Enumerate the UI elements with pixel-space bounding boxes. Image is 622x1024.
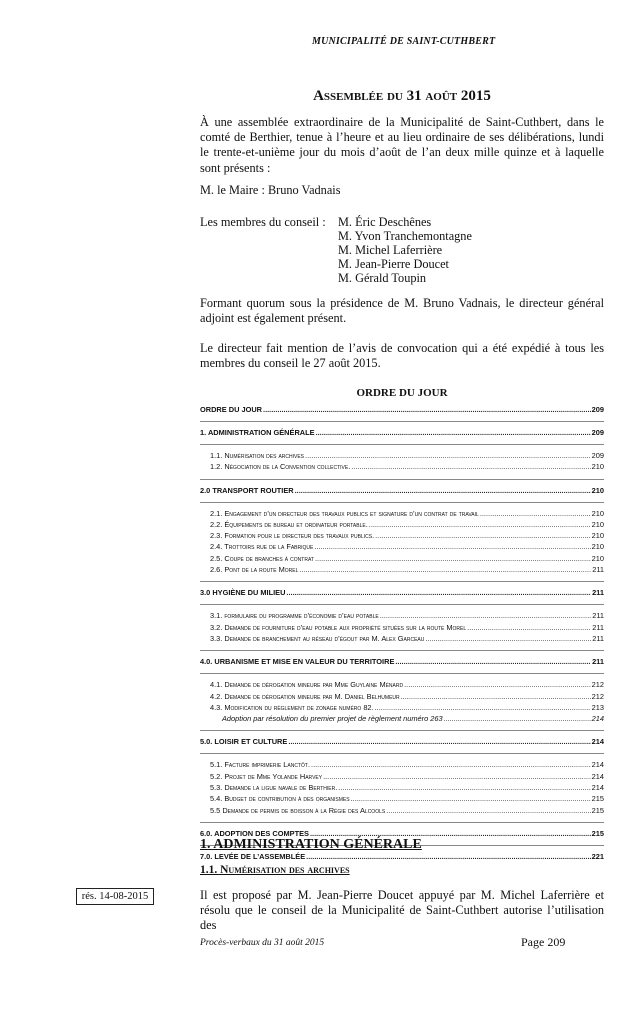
toc-entry[interactable] xyxy=(200,713,604,724)
toc-page-number: 211 xyxy=(592,633,604,643)
toc-section-entry[interactable] xyxy=(200,485,604,496)
toc-page-number: 211 xyxy=(592,622,604,632)
page-header: MUNICIPALITÉ DE SAINT-CUTHBERT xyxy=(312,36,496,47)
toc-page-number: 215 xyxy=(591,805,604,815)
toc-entry[interactable] xyxy=(200,541,604,552)
toc-separator xyxy=(200,724,604,731)
toc-entry[interactable] xyxy=(200,553,604,564)
toc-entry-label: 2.5. Coupe de branches à contrat xyxy=(210,553,314,563)
members-label: Les membres du conseil : xyxy=(200,215,326,229)
quorum-paragraph: Formant quorum sous la présidence de M. Bruno Vadnais, le directeur général adjoint est également présent. xyxy=(200,296,604,326)
member-name: M. Jean-Pierre Doucet xyxy=(338,257,449,271)
mayor-line: M. le Maire : Bruno Vadnais xyxy=(200,183,341,197)
toc-leader-dots xyxy=(375,702,591,713)
toc-separator xyxy=(200,644,604,651)
toc-section-entry[interactable] xyxy=(200,587,604,598)
toc-entry[interactable] xyxy=(200,564,604,575)
toc-page-number: 214 xyxy=(591,783,604,793)
toc-page-number: 214 xyxy=(591,714,604,724)
toc-leader-dots xyxy=(299,564,591,575)
toc-separator xyxy=(200,816,604,823)
toc-leader-dots xyxy=(401,691,591,702)
toc-entry[interactable] xyxy=(200,508,604,519)
toc-leader-dots xyxy=(315,553,591,564)
toc-entry-label: 2.2. Équipements de bureau et ordinateur portable. xyxy=(210,519,368,529)
toc-section-entry[interactable] xyxy=(200,427,604,438)
toc-entry-label: 2.0 TRANSPORT ROUTIER xyxy=(200,485,294,495)
toc-section-entry[interactable] xyxy=(200,736,604,747)
toc-leader-dots xyxy=(311,759,591,770)
toc-page-number: 212 xyxy=(591,680,604,690)
toc-entry[interactable] xyxy=(200,702,604,713)
toc-section-entry[interactable] xyxy=(200,404,604,415)
toc-page-number: 210 xyxy=(591,508,604,518)
toc-leader-dots xyxy=(286,587,591,598)
toc-entry[interactable] xyxy=(200,633,604,644)
toc-entry[interactable] xyxy=(200,530,604,541)
toc-entry-label: ORDRE DU JOUR xyxy=(200,405,263,414)
toc-leader-dots xyxy=(338,782,590,793)
footer-page-number: Page 209 xyxy=(521,935,566,949)
toc-page-number: 213 xyxy=(591,702,604,712)
resolution-reference: rés. 14-08-2015 xyxy=(76,888,154,905)
toc-leader-dots xyxy=(369,519,591,530)
intro-paragraph: À une assemblée extraordinaire de la Municipalité de Saint-Cuthbert, dans le comté de Berthier, tenue à l’heure et au lieu ordinaire de ses délibérations, lundi le trente-et-unième jour du mois d’août de l’an deux mille quinze et à laquelle sont présents : xyxy=(200,115,604,175)
toc-entry-label: 5.5 Demande de permis de boisson à la Régie des Alcools xyxy=(210,805,386,815)
toc-entry-label: 2.3. Formation pour le directeur des travaux publics. xyxy=(210,531,375,541)
member-name: M. Michel Laferrière xyxy=(338,243,443,257)
toc-page-number: 215 xyxy=(591,828,604,838)
toc-section-entry[interactable] xyxy=(200,656,604,667)
toc-entry[interactable] xyxy=(200,519,604,530)
toc-entry[interactable] xyxy=(200,610,604,621)
toc-page-number: 211 xyxy=(592,588,604,598)
toc-entry-label: 4.1. Demande de dérogation mineure par Mme Guylaine Ménard xyxy=(210,680,404,690)
toc-entry-label: 7.0. LEVÉE DE L’ASSEMBLÉE xyxy=(200,851,306,861)
toc-separator xyxy=(200,575,604,582)
toc-separator xyxy=(200,667,604,674)
toc-leader-dots xyxy=(288,736,590,747)
toc-entry-label: 2.6. Pont de la route Morel xyxy=(210,565,299,575)
toc-entry-label: 4.2. Demande de dérogation mineure par M. Daniel Belhumeur xyxy=(210,691,400,701)
toc-entry[interactable] xyxy=(200,450,604,461)
toc-separator xyxy=(200,438,604,445)
toc-entry-label: 4.3. Modification du règlement de zonage numéro 82. xyxy=(210,702,374,712)
toc-entry-label: 1. ADMINISTRATION GÉNÉRALE xyxy=(200,428,315,437)
toc-entry-label: 5.1. Facture imprimerie Lanctôt. xyxy=(210,760,311,770)
toc-entry-label: 1.2. Négociation de la Convention collective. xyxy=(210,462,351,472)
toc-page-number: 209 xyxy=(591,405,604,414)
toc-entry-label: 3.0 HYGIÈNE DU MILIEU xyxy=(200,588,286,598)
toc-entry-label: 6.0. ADOPTION DES COMPTES xyxy=(200,828,309,838)
toc-entry[interactable] xyxy=(200,691,604,702)
toc-leader-dots xyxy=(316,427,591,438)
notice-paragraph: Le directeur fait mention de l’avis de convocation qui a été expédié à tous les membres du conseil le 27 août 2015. xyxy=(200,341,604,371)
toc-leader-dots xyxy=(323,771,591,782)
toc-page-number: 215 xyxy=(591,794,604,804)
toc-leader-dots xyxy=(263,404,591,415)
page-title: Assemblée du 31 août 2015 xyxy=(313,88,491,104)
toc-page-number: 210 xyxy=(591,485,604,495)
toc-page-number: 210 xyxy=(591,462,604,472)
toc-page-number: 210 xyxy=(591,531,604,541)
toc-leader-dots xyxy=(351,793,591,804)
toc-page-number: 212 xyxy=(591,691,604,701)
toc-separator xyxy=(200,496,604,503)
table-of-contents xyxy=(200,404,604,862)
toc-leader-dots xyxy=(351,461,590,472)
toc-page-number: 209 xyxy=(591,428,604,437)
toc-leader-dots xyxy=(380,610,592,621)
toc-page-number: 209 xyxy=(591,451,604,460)
toc-page-number: 211 xyxy=(592,611,604,621)
toc-title: ORDRE DU JOUR xyxy=(356,387,448,399)
toc-entry-label: 3.3. Demande de branchement au réseau d’égout par M. Alex Garceau xyxy=(210,633,425,643)
toc-leader-dots xyxy=(404,679,591,690)
footer-document-title: Procès-verbaux du 31 août 2015 xyxy=(200,938,325,948)
toc-entry-label: 5.0. LOISIR ET CULTURE xyxy=(200,737,288,747)
toc-entry[interactable] xyxy=(200,759,604,770)
toc-entry[interactable] xyxy=(200,782,604,793)
toc-entry-label: 5.2. Projet de Mme Yolande Harvey xyxy=(210,771,323,781)
subsection-heading: 1.1. Numérisation des archives xyxy=(200,864,350,876)
member-name: M. Yvon Tranchemontagne xyxy=(338,229,472,243)
toc-entry-label: 2.1. Engagement d’un directeur des travaux publics et signature d’un contrat de travail xyxy=(210,508,479,518)
member-name: M. Gérald Toupin xyxy=(338,271,427,285)
toc-entry-label: 1.1. Numérisation des archives xyxy=(210,451,305,460)
toc-page-number: 221 xyxy=(591,851,604,861)
toc-entry[interactable] xyxy=(200,771,604,782)
toc-leader-dots xyxy=(467,622,591,633)
toc-page-number: 210 xyxy=(591,519,604,529)
toc-page-number: 214 xyxy=(591,737,604,747)
toc-entry-label: 3.2. Demande de fourniture d’eau potable aux propriété situées sur la route Morel xyxy=(210,622,467,632)
toc-page-number: 214 xyxy=(591,760,604,770)
toc-entry-label: Adoption par résolution du premier projet de règlement numéro 263 xyxy=(222,714,443,724)
toc-separator xyxy=(200,415,604,422)
toc-entry[interactable] xyxy=(200,793,604,804)
resolution-paragraph: Il est proposé par M. Jean-Pierre Doucet appuyé par M. Michel Laferrière et résolu que le conseil de la Municipalité de Saint-Cuthbert autorise l’utilisation des xyxy=(200,888,604,933)
toc-leader-dots xyxy=(480,508,591,519)
toc-page-number: 210 xyxy=(591,553,604,563)
toc-leader-dots xyxy=(305,450,591,461)
section-heading: 1. ADMINISTRATION GÉNÉRALE xyxy=(200,837,422,852)
toc-separator xyxy=(200,598,604,605)
toc-page-number: 210 xyxy=(591,542,604,552)
toc-leader-dots xyxy=(295,485,591,496)
toc-entry-label: 2.4. Trottoirs rue de la Fabrique xyxy=(210,542,314,552)
toc-leader-dots xyxy=(395,656,591,667)
toc-page-number: 214 xyxy=(591,771,604,781)
toc-entry-label: 5.3. Demande la ligue navale de Berthier. xyxy=(210,783,338,793)
toc-entry-label: 5.4. Budget de contribution à des organismes xyxy=(210,794,350,804)
toc-leader-dots xyxy=(314,541,590,552)
members-list xyxy=(338,215,472,285)
toc-entry[interactable] xyxy=(200,805,604,816)
toc-leader-dots xyxy=(375,530,591,541)
toc-page-number: 211 xyxy=(592,657,604,667)
toc-entry[interactable] xyxy=(200,622,604,633)
toc-leader-dots xyxy=(425,633,591,644)
toc-page-number: 211 xyxy=(592,565,604,575)
toc-leader-dots xyxy=(386,805,590,816)
toc-entry[interactable] xyxy=(200,461,604,472)
member-name: M. Éric Deschênes xyxy=(338,215,432,229)
toc-entry[interactable] xyxy=(200,679,604,690)
toc-leader-dots xyxy=(444,713,591,724)
toc-entry-label: 3.1. formulaire du programme d’économie d’eau potable xyxy=(210,611,379,621)
toc-separator xyxy=(200,747,604,754)
toc-entry-label: 4.0. URBANISME ET MISE EN VALEUR DU TERRITOIRE xyxy=(200,657,395,667)
toc-separator xyxy=(200,473,604,480)
